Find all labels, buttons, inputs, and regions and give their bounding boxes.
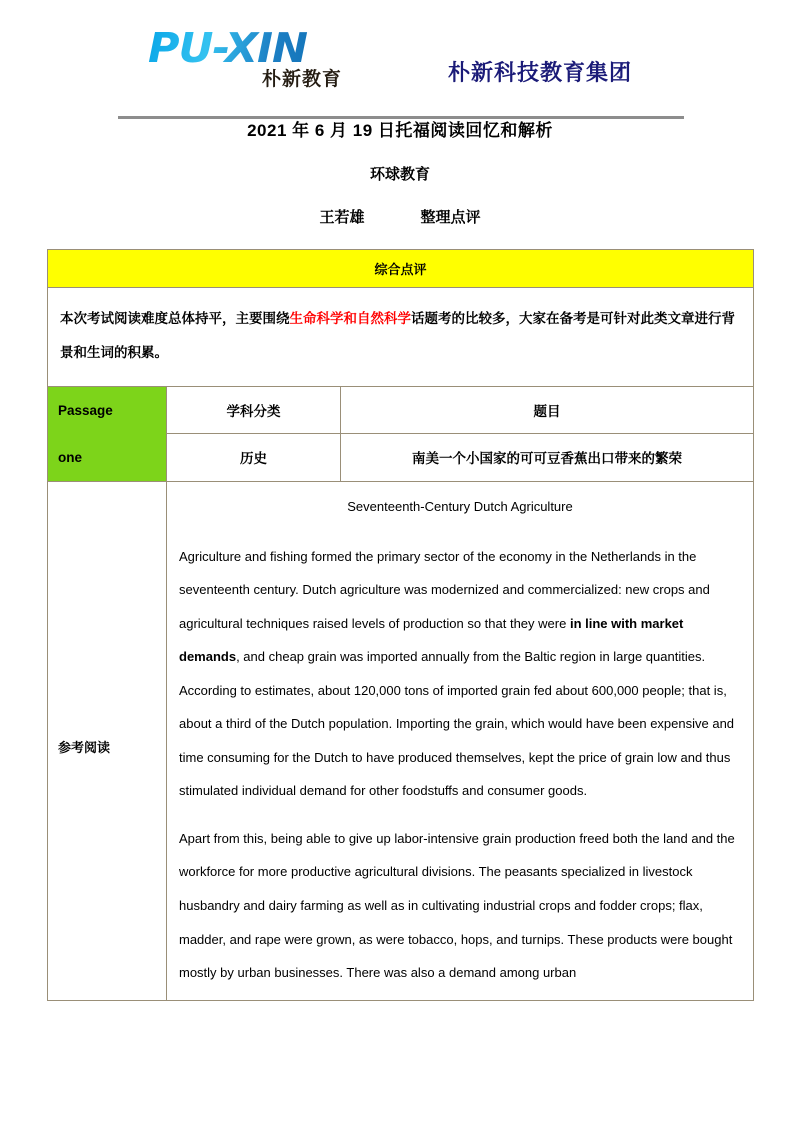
passage-title: Seventeenth-Century Dutch Agriculture [347, 498, 573, 514]
summary-highlight: 生命科学和自然科学 [289, 311, 411, 326]
column-header-topic: 题目 [341, 386, 754, 434]
brand-title: 朴新科技教育集团 [448, 60, 633, 85]
passage-paragraphs [179, 540, 741, 990]
table-row-passage-headers [48, 386, 754, 434]
content-sheet [47, 249, 753, 1001]
logo-subtext: 朴新教育 [261, 68, 342, 90]
page-title: 2021 年 6 月 19 日托福阅读回忆和解析 [247, 121, 553, 140]
passage-text-run: Agriculture and fishing formed the primary sector of the economy in the Netherlands in the seventeenth century. Dutch agriculture was modernized and commercialized: new crops and agricultural techniques raised levels of production so that they were [179, 548, 710, 631]
summary-header-cell: 综合点评 [48, 250, 754, 288]
summary-body-cell [48, 288, 754, 387]
passage-text-run: Apart from this, being able to give up labor-intensive grain production freed both the land and the workforce for more productive agricultural divisions. The peasants specialized in livestock husbandry and dairy farming as well as in cultivating industrial crops and fodder crops; flax, madder, and rape were grown, as were tobacco, hops, and turnips. These products were bought mostly by urban businesses. There was also a demand among urban [179, 830, 735, 981]
summary-text-before: 本次考试阅读难度总体持平，主要围绕 [60, 311, 290, 326]
column-header-subject: 学科分类 [167, 386, 341, 434]
passage-body-cell [167, 481, 754, 1000]
reference-label-cell: 参考阅读 [48, 481, 167, 1000]
puxin-logo [148, 24, 342, 90]
byline [0, 206, 800, 227]
passage-paragraph [179, 540, 741, 808]
passage-label-line1: Passage [58, 402, 113, 418]
passage-bold-run: in line with market demands [179, 615, 684, 665]
table-row-reference-passage [48, 481, 754, 1000]
table-row-summary-body [48, 288, 754, 387]
passage-text-run: , and cheap grain was imported annually from the Baltic region in large quantities. According to estimates, about 120,000 tons of imported grain fed about 600,000 people; that is, about a third of the Dutch population. Importing the grain, which would have been expensive and time consuming for the Dutch to have produced themselves, kept the price of grain low and thus stimulated individual demand for other foodstuffs and consumer goods. [179, 649, 735, 799]
subject-value: 历史 [167, 434, 341, 482]
topic-value: 南美一个小国家的可可豆香蕉出口带来的繁荣 [341, 434, 754, 482]
summary-text-after: 话题考的比较多，大家在备考是可针对此类文章进行背景和生词的积累。 [60, 311, 735, 360]
passage-paragraph [179, 822, 741, 990]
passage-label-cell [48, 386, 167, 481]
author-role: 整理点评 [420, 209, 481, 226]
passage-label-line2: one [58, 449, 83, 465]
logo-wordmark-text: PU-XIN [148, 28, 348, 68]
table-row-summary-header [48, 250, 754, 288]
header-divider [118, 116, 684, 119]
main-table [47, 249, 754, 1001]
organization-subtitle: 环球教育 [369, 166, 430, 183]
author-name: 王若雄 [319, 209, 365, 226]
letterhead [0, 20, 800, 98]
